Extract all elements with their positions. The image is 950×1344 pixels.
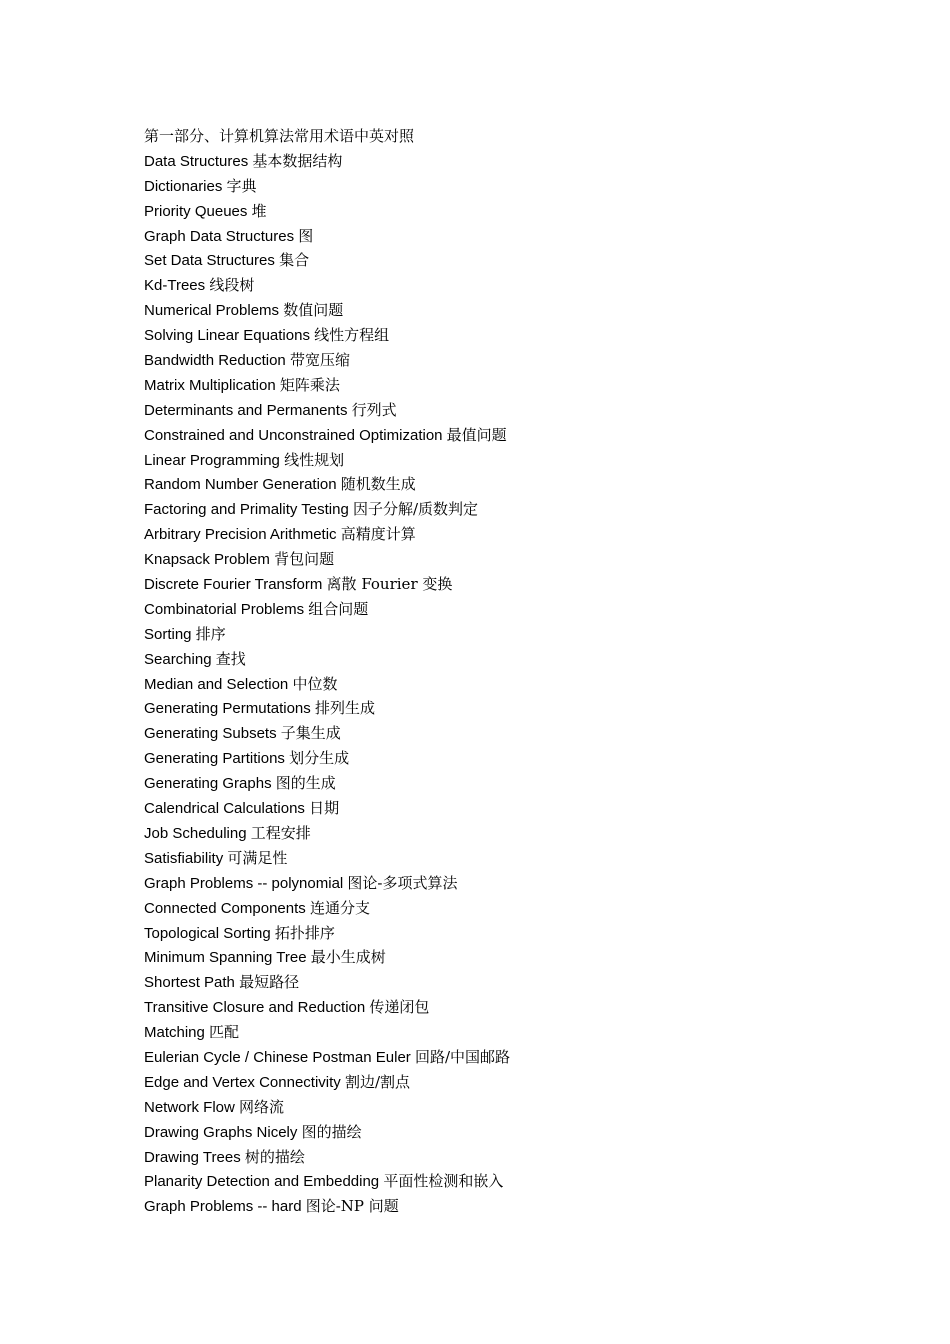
term-row bbox=[144, 1070, 844, 1095]
term-row bbox=[144, 821, 844, 846]
term-english: Factoring and Primality Testing bbox=[144, 501, 349, 519]
term-row bbox=[144, 199, 844, 224]
terms-container bbox=[144, 149, 844, 1219]
term-chinese: 带宽压缩 bbox=[289, 351, 350, 370]
term-chinese: 匹配 bbox=[209, 1023, 240, 1042]
term-chinese: 树的描绘 bbox=[244, 1147, 305, 1166]
term-row bbox=[144, 995, 844, 1020]
term-chinese: 图的描绘 bbox=[301, 1122, 362, 1141]
term-english: Eulerian Cycle / Chinese Postman Euler bbox=[144, 1048, 411, 1066]
term-row bbox=[144, 522, 844, 547]
term-row bbox=[144, 373, 844, 398]
term-row bbox=[144, 273, 844, 298]
term-row bbox=[144, 1120, 844, 1145]
term-row bbox=[144, 323, 844, 348]
term-chinese: 集合 bbox=[279, 251, 310, 270]
term-row bbox=[144, 1045, 844, 1070]
term-english: Dictionaries bbox=[144, 177, 223, 195]
term-english: Generating Partitions bbox=[144, 750, 285, 768]
term-row bbox=[144, 945, 844, 970]
section-heading: 第一部分、计算机算法常用术语中英对照 bbox=[144, 127, 415, 145]
term-chinese: 最小生成树 bbox=[310, 948, 386, 967]
term-english: Priority Queues bbox=[144, 202, 248, 220]
term-chinese: 回路/中国邮路 bbox=[414, 1047, 511, 1066]
term-row bbox=[144, 970, 844, 995]
term-chinese: 图论-NP 问题 bbox=[305, 1197, 399, 1216]
term-chinese: 因子分解/质数判定 bbox=[353, 500, 479, 519]
term-row bbox=[144, 1020, 844, 1045]
term-english: Constrained and Unconstrained Optimization bbox=[144, 426, 443, 444]
term-english: Determinants and Permanents bbox=[144, 401, 348, 419]
term-row bbox=[144, 921, 844, 946]
term-chinese: 高精度计算 bbox=[340, 525, 416, 544]
term-chinese: 平面性检测和嵌入 bbox=[383, 1172, 504, 1191]
term-chinese: 图的生成 bbox=[275, 774, 336, 793]
term-english: Bandwidth Reduction bbox=[144, 352, 286, 370]
term-english: Arbitrary Precision Arithmetic bbox=[144, 526, 337, 544]
term-english: Edge and Vertex Connectivity bbox=[144, 1073, 341, 1091]
term-chinese: 排序 bbox=[195, 624, 226, 643]
term-row bbox=[144, 398, 844, 423]
term-chinese: 堆 bbox=[251, 201, 267, 220]
term-english: Matching bbox=[144, 1024, 205, 1042]
term-row bbox=[144, 497, 844, 522]
term-english: Calendrical Calculations bbox=[144, 800, 305, 818]
term-row bbox=[144, 1095, 844, 1120]
term-english: Connected Components bbox=[144, 899, 306, 917]
term-chinese: 最短路径 bbox=[239, 973, 300, 992]
term-chinese: 线性规划 bbox=[284, 450, 345, 469]
term-row bbox=[144, 771, 844, 796]
term-english: Searching bbox=[144, 650, 212, 668]
term-chinese: 排列生成 bbox=[314, 699, 375, 718]
term-english: Data Structures bbox=[144, 152, 249, 170]
term-row bbox=[144, 248, 844, 273]
term-row bbox=[144, 622, 844, 647]
term-english: Knapsack Problem bbox=[144, 551, 270, 569]
term-row bbox=[144, 721, 844, 746]
term-english: Planarity Detection and Embedding bbox=[144, 1173, 380, 1191]
term-chinese: 组合问题 bbox=[308, 599, 369, 618]
term-row bbox=[144, 846, 844, 871]
term-row bbox=[144, 597, 844, 622]
term-english: Graph Data Structures bbox=[144, 227, 295, 245]
term-english: Set Data Structures bbox=[144, 252, 275, 270]
term-english: Combinatorial Problems bbox=[144, 600, 305, 618]
term-english: Topological Sorting bbox=[144, 924, 271, 942]
term-chinese: 背包问题 bbox=[274, 550, 335, 569]
term-row bbox=[144, 1169, 844, 1194]
term-english: Discrete Fourier Transform bbox=[144, 576, 323, 594]
term-english: Linear Programming bbox=[144, 451, 280, 469]
term-chinese: 中位数 bbox=[292, 674, 338, 693]
term-row bbox=[144, 348, 844, 373]
term-chinese: 日期 bbox=[309, 799, 340, 818]
term-english: Numerical Problems bbox=[144, 302, 280, 320]
term-chinese: 连通分支 bbox=[309, 898, 370, 917]
term-english: Drawing Graphs Nicely bbox=[144, 1123, 298, 1141]
term-english: Kd-Trees bbox=[144, 277, 206, 295]
term-chinese: 矩阵乘法 bbox=[279, 375, 340, 394]
term-chinese: 可满足性 bbox=[227, 848, 288, 867]
term-english: Transitive Closure and Reduction bbox=[144, 999, 366, 1017]
term-chinese: 查找 bbox=[215, 649, 246, 668]
term-row bbox=[144, 672, 844, 697]
term-english: Shortest Path bbox=[144, 974, 235, 992]
term-chinese: 最值问题 bbox=[446, 425, 507, 444]
term-row bbox=[144, 547, 844, 572]
term-row bbox=[144, 174, 844, 199]
term-chinese: 工程安排 bbox=[250, 823, 311, 842]
term-row bbox=[144, 224, 844, 249]
term-row bbox=[144, 696, 844, 721]
term-row bbox=[144, 746, 844, 771]
term-row bbox=[144, 796, 844, 821]
term-chinese: 基本数据结构 bbox=[252, 151, 343, 170]
term-english: Random Number Generation bbox=[144, 476, 337, 494]
term-row bbox=[144, 1194, 844, 1219]
term-chinese: 割边/割点 bbox=[344, 1072, 411, 1091]
term-row bbox=[144, 149, 844, 174]
term-english: Drawing Trees bbox=[144, 1148, 241, 1166]
term-row bbox=[144, 472, 844, 497]
term-english: Satisfiability bbox=[144, 849, 224, 867]
term-english: Median and Selection bbox=[144, 675, 289, 693]
term-english: Solving Linear Equations bbox=[144, 327, 310, 345]
term-english: Generating Graphs bbox=[144, 775, 272, 793]
term-chinese: 网络流 bbox=[239, 1097, 285, 1116]
term-english: Minimum Spanning Tree bbox=[144, 949, 307, 967]
term-chinese: 线段树 bbox=[209, 276, 255, 295]
term-english: Matrix Multiplication bbox=[144, 376, 276, 394]
term-chinese: 图论-多项式算法 bbox=[347, 873, 458, 892]
term-list bbox=[144, 124, 844, 1219]
term-row bbox=[144, 423, 844, 448]
term-chinese: 线性方程组 bbox=[314, 326, 390, 345]
term-chinese: 数值问题 bbox=[283, 301, 344, 320]
term-chinese: 图 bbox=[298, 226, 314, 245]
term-chinese: 拓扑排序 bbox=[274, 923, 335, 942]
term-row bbox=[144, 896, 844, 921]
term-chinese: 子集生成 bbox=[280, 724, 341, 743]
term-row bbox=[144, 871, 844, 896]
term-row bbox=[144, 448, 844, 473]
term-row bbox=[144, 572, 844, 597]
term-chinese: 传递闭包 bbox=[369, 998, 430, 1017]
term-chinese: 离散 Fourier 变换 bbox=[326, 575, 453, 594]
term-english: Sorting bbox=[144, 625, 192, 643]
term-chinese: 随机数生成 bbox=[340, 475, 416, 494]
term-chinese: 字典 bbox=[226, 176, 257, 195]
term-english: Network Flow bbox=[144, 1098, 235, 1116]
term-english: Generating Permutations bbox=[144, 700, 311, 718]
term-english: Job Scheduling bbox=[144, 824, 247, 842]
term-english: Graph Problems -- polynomial bbox=[144, 874, 344, 892]
term-chinese: 划分生成 bbox=[289, 749, 350, 768]
term-row bbox=[144, 1145, 844, 1170]
term-row bbox=[144, 647, 844, 672]
term-row bbox=[144, 298, 844, 323]
term-english: Generating Subsets bbox=[144, 725, 277, 743]
term-chinese: 行列式 bbox=[351, 400, 397, 419]
term-english: Graph Problems -- hard bbox=[144, 1198, 302, 1216]
